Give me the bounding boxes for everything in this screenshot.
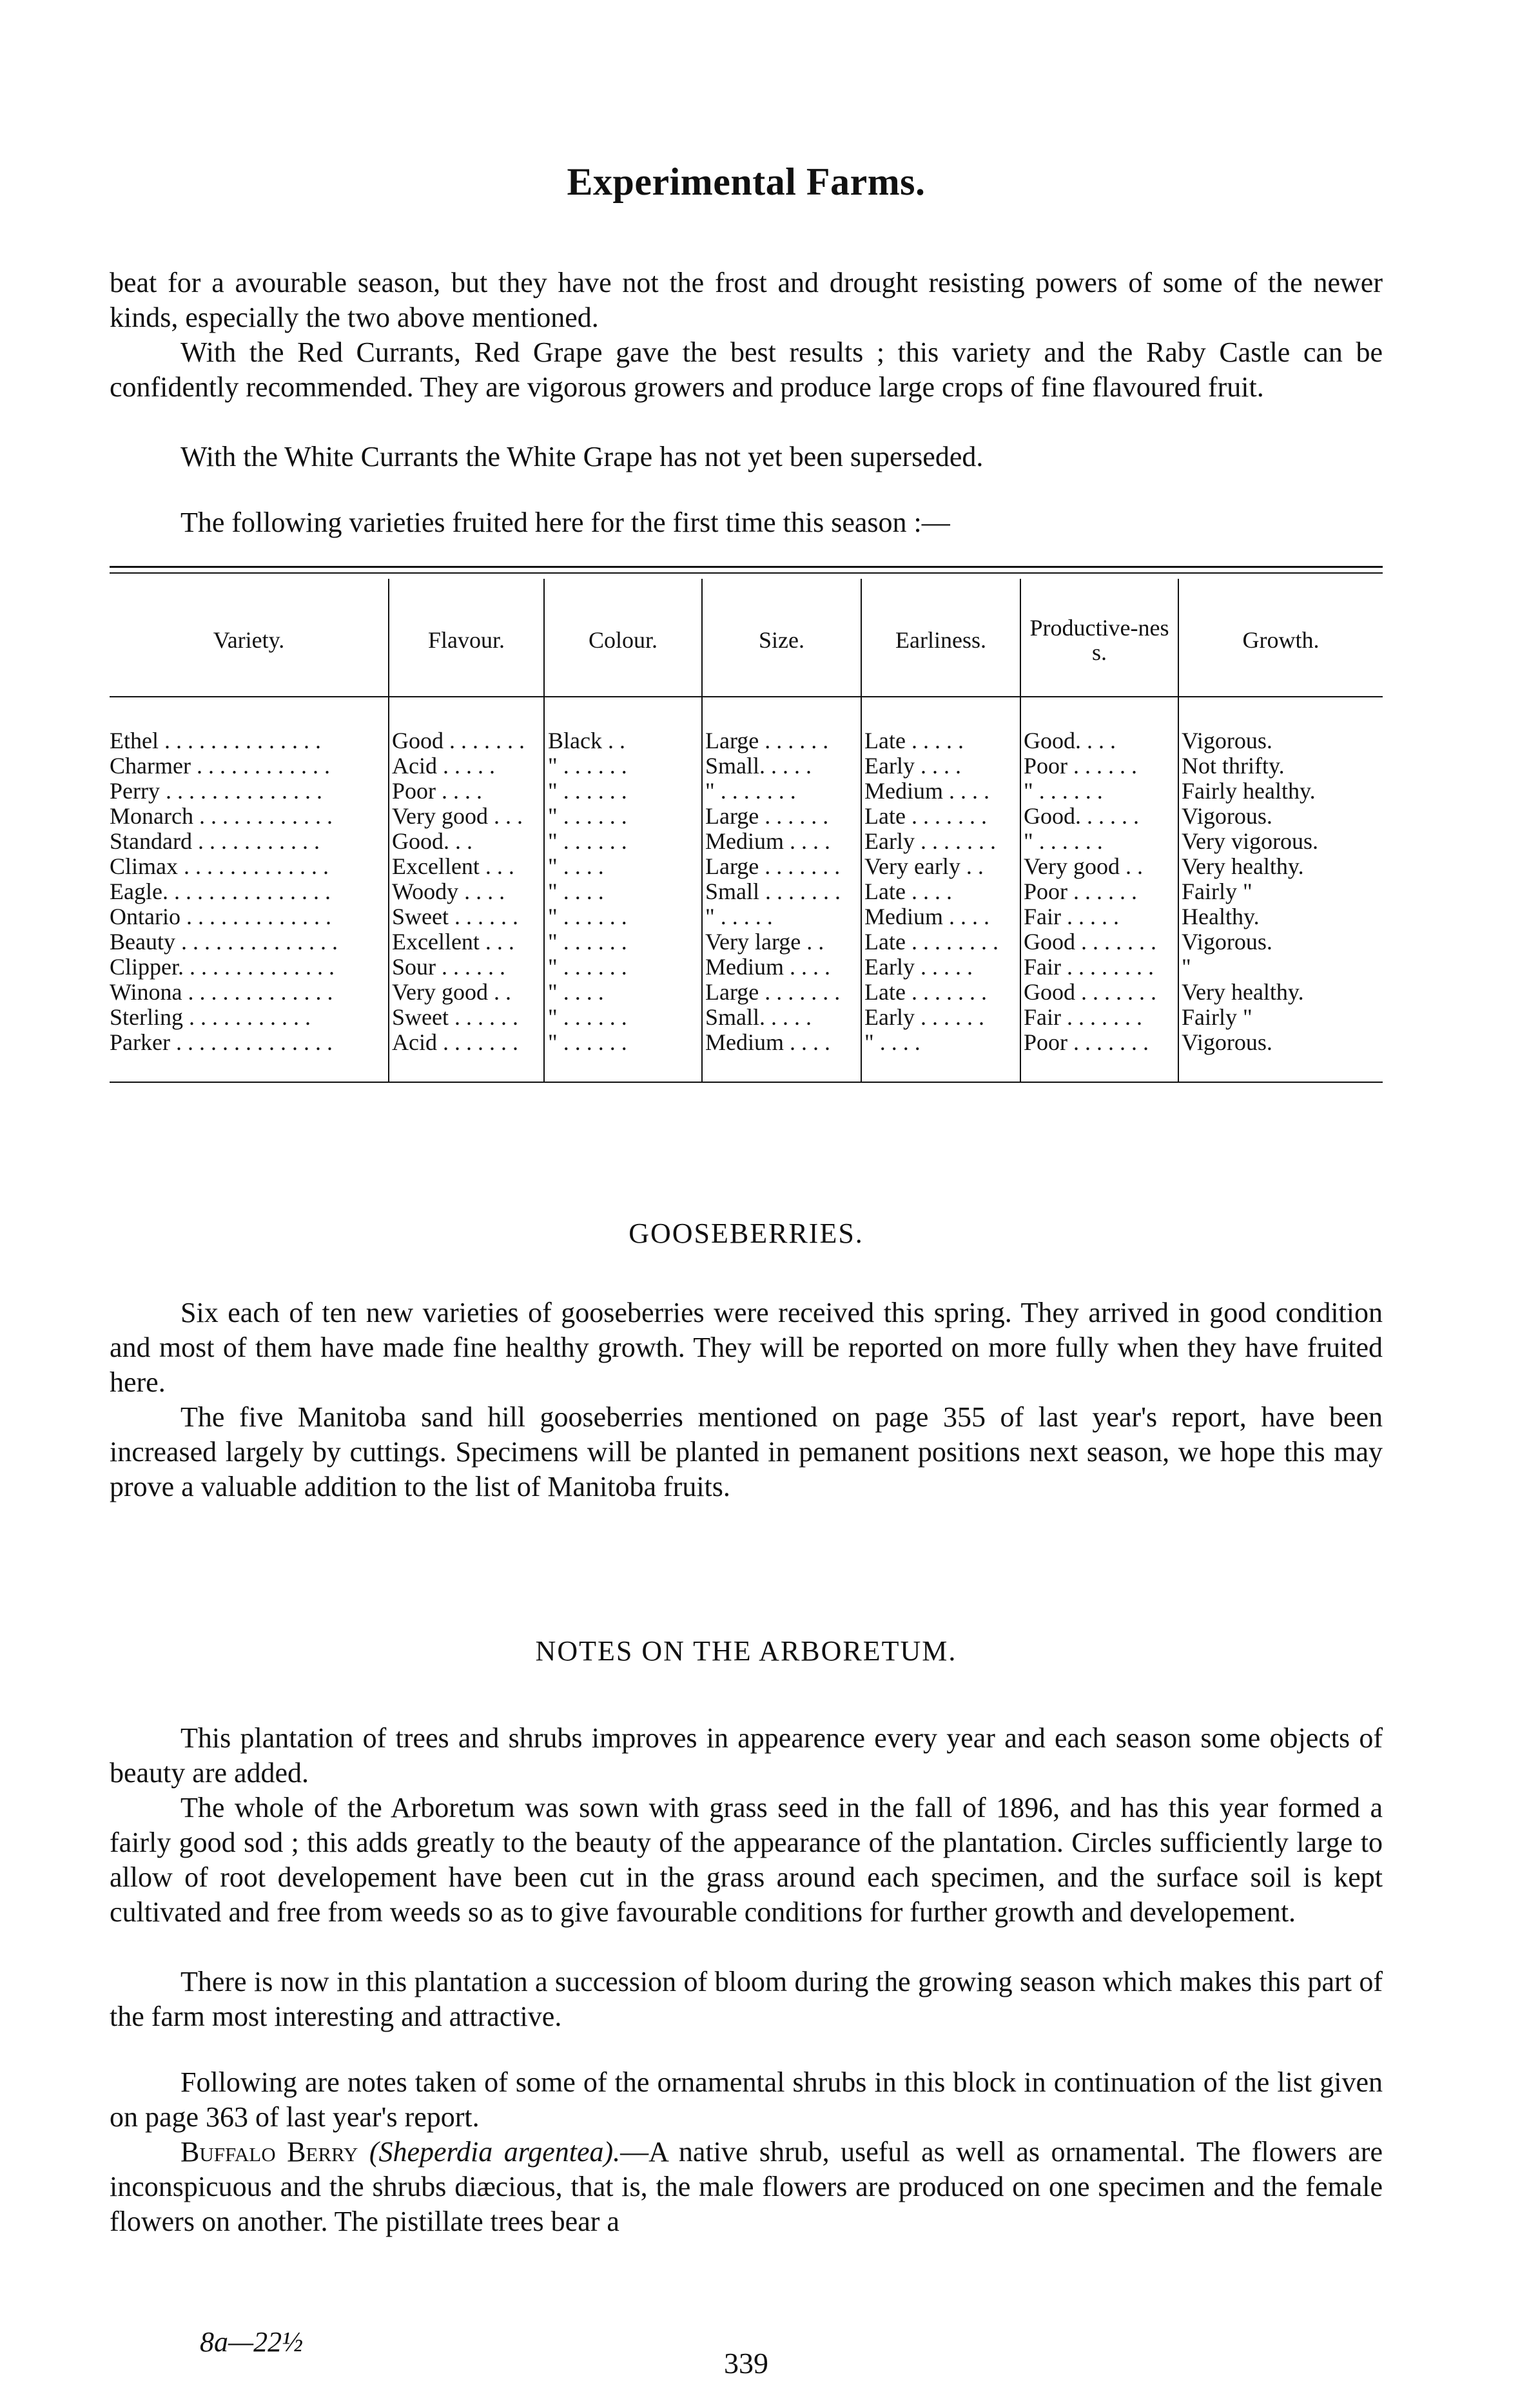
cell-variety: Eagle. . . . . . . . . . . . . . .	[110, 879, 331, 904]
intro-paragraph-3: With the White Currants the White Grape has not yet been superseded.	[180, 441, 984, 472]
cell-growth: Vigorous.	[1182, 1030, 1272, 1055]
cell-growth: Vigorous.	[1182, 804, 1272, 829]
arboretum-paragraph-2: The whole of the Arboretum was sown with grass seed in the fall of 1896, and has this year formed a fairly good sod ; this adds greatly to the beauty of the appearance of the plantation. Circles sufficiently large to allow of root developement have been cut in the grass around each specimen, and the surface soil is kept cultivated and free from weeds so as to give favourable conditions for further growth and developement.	[110, 1792, 1383, 1928]
table-row	[110, 829, 1383, 854]
cell-variety: Winona . . . . . . . . . . . . .	[110, 980, 333, 1005]
table-row	[110, 779, 1383, 804]
cell-productiveness: " . . . . . .	[1024, 829, 1103, 854]
gooseberries-paragraph-2: The five Manitoba sand hill gooseberries mentioned on page 355 of last year's report, have been increased largely by cuttings. Specimens will be planted in pemanent positions next season, we hope this may prove a valuable addition to the list of Manitoba fruits.	[110, 1401, 1383, 1502]
cell-colour: " . . . . . .	[548, 1005, 627, 1030]
cell-colour: " . . . . . .	[548, 753, 627, 779]
cell-variety: Sterling . . . . . . . . . . .	[110, 1005, 311, 1030]
column-header-productiveness: Productive-ness.	[1029, 615, 1169, 665]
table-row	[110, 1005, 1383, 1030]
cell-variety: Clipper. . . . . . . . . . . . . .	[110, 955, 335, 980]
cell-flavour: Sweet . . . . . .	[392, 1005, 518, 1030]
arboretum-paragraph-3: There is now in this plantation a succession of bloom during the growing season which makes this part of the farm most interesting and attractive.	[110, 1966, 1383, 2032]
cell-productiveness: Poor . . . . . . .	[1024, 1030, 1149, 1055]
gooseberries-paragraph-1: Six each of ten new varieties of gooseberries were received this spring. They arrived in good condition and most of them have made fine healthy growth. They will be reported on more fully when they have fruited here.	[110, 1297, 1383, 1398]
column-header-flavour: Flavour.	[427, 627, 505, 653]
table-row	[110, 1030, 1383, 1055]
cell-colour: " . . . .	[548, 980, 604, 1005]
page-title: Experimental Farms.	[567, 160, 926, 203]
cell-colour: " . . . . . .	[548, 804, 627, 829]
arboretum-paragraph-1: This plantation of trees and shrubs improves in appearence every year and each season some objects of beauty are added.	[110, 1722, 1383, 1789]
cell-size: Medium . . . .	[705, 829, 830, 854]
column-header-variety: Variety.	[213, 627, 285, 653]
cell-variety: Ethel . . . . . . . . . . . . . .	[110, 728, 321, 753]
arboretum-heading: NOTES ON THE ARBORETUM.	[535, 1635, 957, 1667]
column-header-earliness: Earliness.	[895, 627, 986, 653]
cell-size: " . . . . .	[705, 904, 773, 929]
cell-growth: Very healthy.	[1182, 854, 1304, 879]
cell-productiveness: Good. . . . . .	[1024, 804, 1139, 829]
cell-colour: " . . . .	[548, 854, 604, 879]
cell-flavour: Acid . . . . .	[392, 753, 495, 779]
cell-growth: Healthy.	[1182, 904, 1260, 929]
cell-earliness: Late . . . .	[864, 879, 952, 904]
cell-flavour: Sour . . . . . .	[392, 955, 506, 980]
cell-earliness: Late . . . . .	[864, 728, 964, 753]
cell-growth: Vigorous.	[1182, 728, 1272, 753]
cell-flavour: Very good . . .	[392, 804, 523, 829]
cell-variety: Standard . . . . . . . . . . .	[110, 829, 320, 854]
cell-flavour: Woody . . . .	[392, 879, 505, 904]
cell-productiveness: Poor . . . . . .	[1024, 879, 1138, 904]
cell-growth: Fairly "	[1182, 879, 1252, 904]
column-header-size: Size.	[759, 627, 804, 653]
cell-earliness: Early . . . . . . .	[864, 829, 996, 854]
cell-earliness: Early . . . . .	[864, 955, 973, 980]
table-row	[110, 929, 1383, 955]
cell-variety: Monarch . . . . . . . . . . . .	[110, 804, 333, 829]
cell-size: Small. . . . .	[705, 1005, 812, 1030]
cell-size: Large . . . . . .	[705, 804, 829, 829]
cell-colour: " . . . . . .	[548, 779, 627, 804]
cell-variety: Climax . . . . . . . . . . . . .	[110, 854, 329, 879]
cell-earliness: Medium . . . .	[864, 904, 989, 929]
page	[110, 0, 1383, 2408]
cell-growth: Not thrifty.	[1182, 753, 1285, 779]
cell-productiveness: Very good . .	[1024, 854, 1143, 879]
cell-flavour: Good . . . . . . .	[392, 728, 525, 753]
cell-size: Small. . . . .	[705, 753, 812, 779]
table-row	[110, 854, 1383, 879]
cell-earliness: Early . . . .	[864, 753, 961, 779]
cell-growth: "	[1182, 955, 1191, 980]
cell-productiveness: Good . . . . . . .	[1024, 980, 1156, 1005]
cell-colour: Black . .	[548, 728, 625, 753]
cell-size: Medium . . . .	[705, 1030, 830, 1055]
cell-earliness: Late . . . . . . .	[864, 980, 987, 1005]
cell-growth: Very healthy.	[1182, 980, 1304, 1005]
table-row	[110, 804, 1383, 829]
cell-productiveness: Good . . . . . . .	[1024, 929, 1156, 955]
page-number: 339	[724, 2347, 768, 2380]
cell-earliness: Very early . .	[864, 854, 984, 879]
cell-size: Medium . . . .	[705, 955, 830, 980]
cell-flavour: Poor . . . .	[392, 779, 483, 804]
cell-flavour: Excellent . . .	[392, 929, 514, 955]
cell-earliness: Medium . . . .	[864, 779, 989, 804]
cell-colour: " . . . . . .	[548, 829, 627, 854]
column-header-colour: Colour.	[588, 627, 658, 653]
table-row	[110, 904, 1383, 929]
cell-productiveness: Fair . . . . . . . .	[1024, 955, 1154, 980]
cell-flavour: Good. . .	[392, 829, 473, 854]
shrub-description: —A native shrub, useful as well as ornamental. The flowers are inconspicuous and the shrubs diæcious, that is, the male flowers are produced on one specimen and the female flowers on another. The pistillate trees bear a	[110, 2136, 1383, 2237]
shrub-name: Buffalo Berry	[180, 2136, 358, 2168]
arboretum-paragraph-5	[110, 2135, 1383, 2239]
gooseberries-heading: GOOSEBERRIES.	[628, 1218, 864, 1249]
intro-paragraph-1: beat for a avourable season, but they have not the frost and drought resisting powers of some of the newer kinds, especially the two above mentioned.	[110, 267, 1383, 333]
shrub-latin-name: (Sheperdia argentea).	[369, 2136, 621, 2168]
table-row	[110, 879, 1383, 904]
table-row	[110, 753, 1383, 779]
cell-colour: " . . . . . .	[548, 955, 627, 980]
cell-size: Large . . . . . . .	[705, 980, 841, 1005]
cell-flavour: Sweet . . . . . .	[392, 904, 518, 929]
cell-colour: " . . . . . .	[548, 1030, 627, 1055]
cell-size: Large . . . . . . .	[705, 854, 841, 879]
cell-productiveness: Fair . . . . . . .	[1024, 1005, 1142, 1030]
cell-variety: Parker . . . . . . . . . . . . . .	[110, 1030, 333, 1055]
cell-productiveness: " . . . . . .	[1024, 779, 1103, 804]
cell-size: Large . . . . . .	[705, 728, 829, 753]
cell-productiveness: Good. . . .	[1024, 728, 1116, 753]
cell-size: Very large . .	[705, 929, 824, 955]
cell-earliness: Early . . . . . .	[864, 1005, 984, 1030]
cell-earliness: " . . . .	[864, 1030, 921, 1055]
cell-variety: Charmer . . . . . . . . . . . .	[110, 753, 330, 779]
cell-flavour: Very good . .	[392, 980, 511, 1005]
cell-size: Small . . . . . . .	[705, 879, 841, 904]
cell-variety: Beauty . . . . . . . . . . . . . .	[110, 929, 338, 955]
cell-earliness: Late . . . . . . . .	[864, 929, 999, 955]
printer-signature: 8a—22½	[200, 2326, 304, 2358]
table-top-rule	[110, 566, 1383, 568]
table-row	[110, 728, 1383, 753]
cell-earliness: Late . . . . . . .	[864, 804, 987, 829]
cell-colour: " . . . . . .	[548, 904, 627, 929]
cell-growth: Fairly healthy.	[1182, 779, 1316, 804]
varieties-table	[110, 559, 1383, 1088]
cell-variety: Perry . . . . . . . . . . . . . .	[110, 779, 322, 804]
arboretum-paragraph-4: Following are notes taken of some of the ornamental shrubs in this block in continuation of the list given on page 363 of last year's report.	[110, 2066, 1383, 2133]
cell-colour: " . . . .	[548, 879, 604, 904]
intro-paragraph-4: The following varieties fruited here for the first time this season :—	[180, 507, 950, 538]
table-top-rule-2	[110, 572, 1383, 574]
intro-paragraph-2: With the Red Currants, Red Grape gave the best results ; this variety and the Raby Castle can be confidently recommended. They are vigorous growers and produce large crops of fine flavoured fruit.	[110, 336, 1383, 403]
cell-size: " . . . . . . .	[705, 779, 796, 804]
column-header-growth: Growth.	[1242, 627, 1320, 653]
cell-flavour: Excellent . . .	[392, 854, 514, 879]
cell-growth: Very vigorous.	[1182, 829, 1318, 854]
cell-productiveness: Fair . . . . .	[1024, 904, 1119, 929]
cell-colour: " . . . . . .	[548, 929, 627, 955]
table-bottom-rule	[110, 1082, 1383, 1083]
cell-variety: Ontario . . . . . . . . . . . . .	[110, 904, 331, 929]
table-row	[110, 980, 1383, 1005]
cell-productiveness: Poor . . . . . .	[1024, 753, 1138, 779]
cell-flavour: Acid . . . . . . .	[392, 1030, 518, 1055]
table-header-rule	[110, 696, 1383, 697]
table-row	[110, 955, 1383, 980]
cell-growth: Vigorous.	[1182, 929, 1272, 955]
cell-growth: Fairly "	[1182, 1005, 1252, 1030]
